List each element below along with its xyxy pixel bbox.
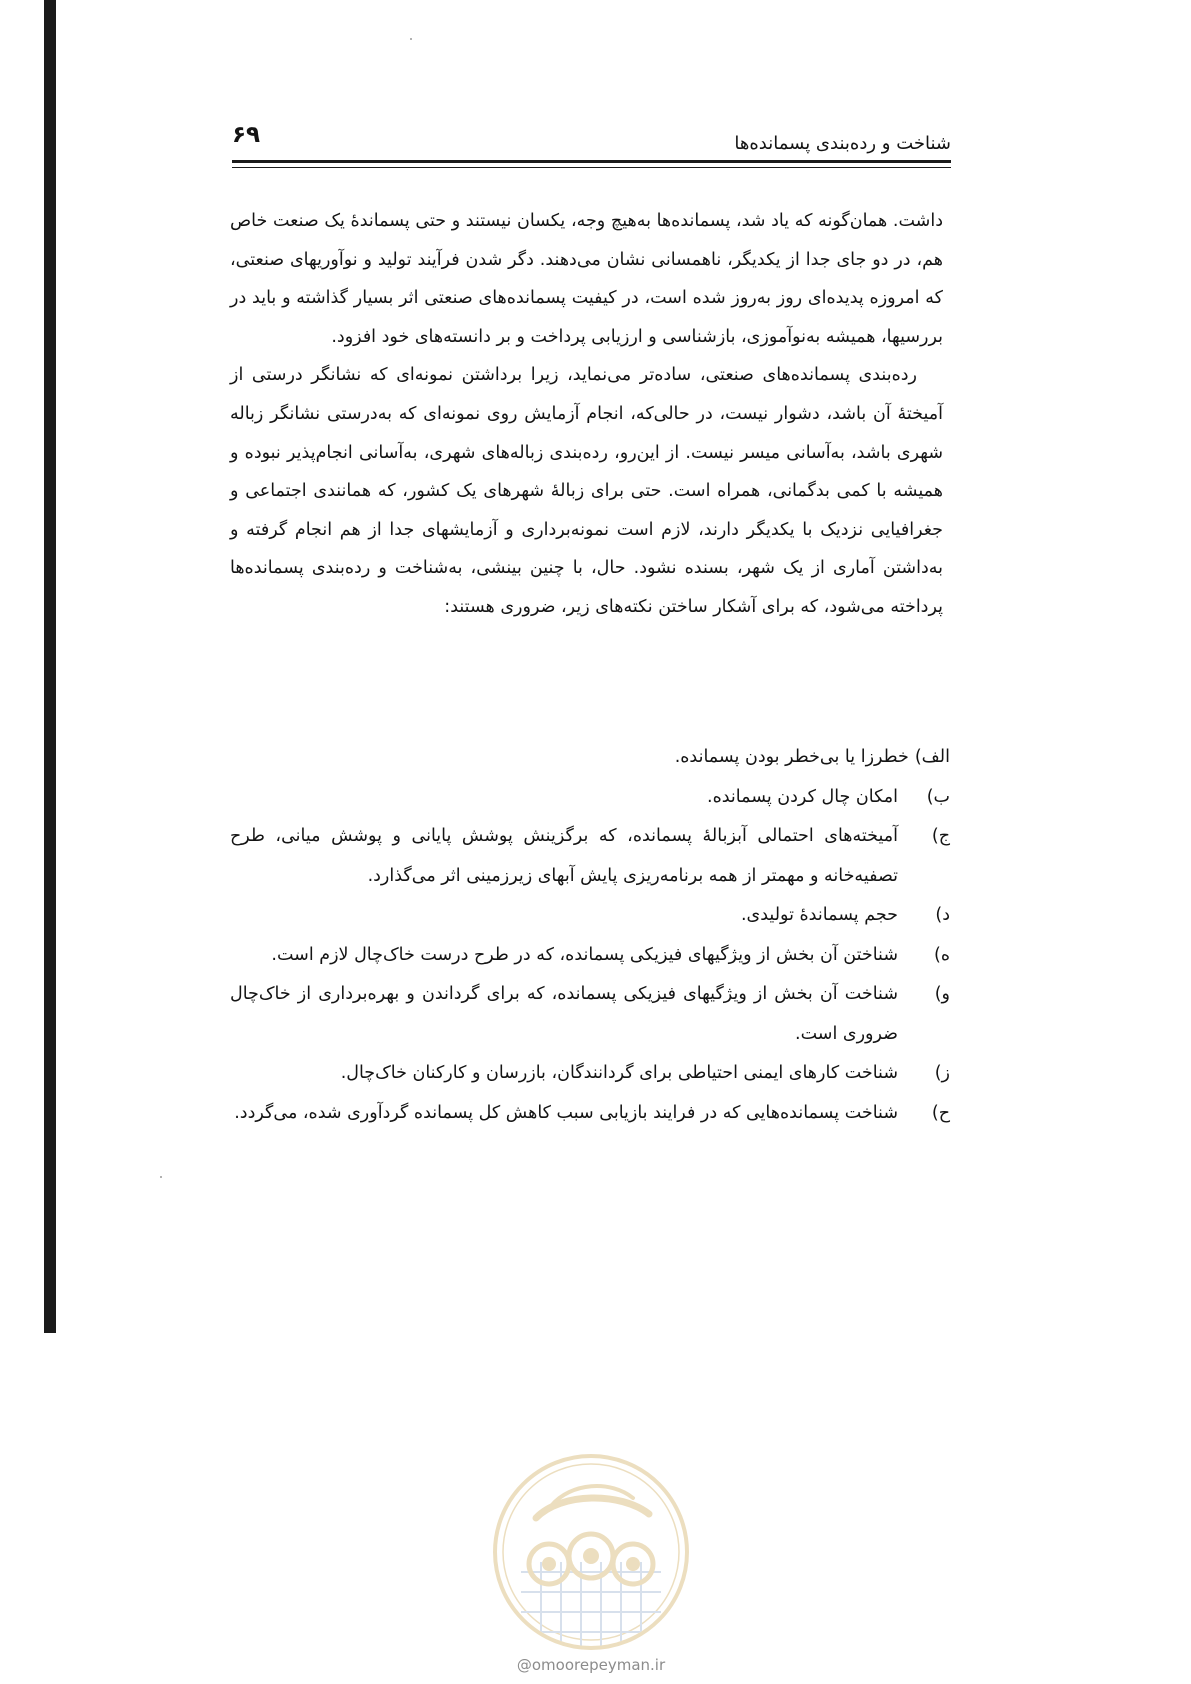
paragraph: داشت. همان‌گونه که یاد شد، پسمانده‌ها به‌هیچ وجه، یکسان نیستند و حتی پسماندهٔ یک صنعت خاص هم، در دو جای جدا از یکدیگر، ناهمسانی نشان می‌دهند. دگر شدن فرآیند تولید و نوآوریهای صنعتی، که امروزه پدیده‌ای روز به‌روز شده است، در کیفیت پسمانده‌های صنعتی اثر بسیار گذاشته و باید در بررسیها، همیشه به‌نوآموزی، بازشناسی و ارزیابی پرداخت و بر دانسته‌های خود افزود. bbox=[230, 211, 943, 347]
list-item bbox=[230, 817, 950, 896]
list-item-text: شناخت پسمانده‌هایی که در فرایند بازیابی سبب کاهش کل پسمانده گردآوری شده، می‌گردد. bbox=[234, 1102, 898, 1123]
list-item bbox=[230, 936, 950, 976]
scan-speck bbox=[160, 1176, 162, 1178]
list-item-text: امکان چال کردن پسمانده. bbox=[707, 786, 898, 807]
list-item-text: شناخت کارهای ایمنی احتیاطی برای گردانندگان، بازرسان و کارکنان خاک‌چال. bbox=[340, 1063, 898, 1083]
paragraph: رده‌بندی پسمانده‌های صنعتی، ساده‌تر می‌نماید، زیرا برداشتن نمونه‌ای که نشانگر درستی از آمیختهٔ آن باشد، دشوار نیست، در حالی‌که، انجام آزمایش روی نمونه‌ای که به‌درستی نشانگر زباله شهری باشد، به‌آسانی میسر نیست. از این‌رو، رده‌بندی زباله‌های شهری، به‌آسانی انجام‌پذیر نبوده و همیشه با کمی بدگمانی، همراه است. حتی برای زبالهٔ شهرهای یک کشور، که همانندی اجتماعی و جغرافیایی نزدیک با یکدیگر دارند، لازم است نمونه‌برداری و آزمایشهای جدا از هم انجام گرفته و به‌داشتن آماری از یک شهر، بسنده نشود. حال، با چنین بینشی، به‌شناخت و رده‌بندی پسمانده‌ها پرداخته می‌شود، که برای آشکار ساختن نکته‌های زیر، ضروری هستند: bbox=[230, 365, 943, 617]
list-item-text: شناخت آن بخش از ویژگیهای فیزیکی پسمانده، که برای گرداندن و بهره‌برداری از خاک‌چال ضروری است. bbox=[230, 984, 898, 1044]
list-marker: و) bbox=[934, 984, 950, 1004]
list-item bbox=[230, 896, 950, 936]
page-number: ۶۹ bbox=[232, 122, 261, 148]
header-rule-thin bbox=[232, 167, 951, 168]
list-item bbox=[230, 975, 950, 1054]
list-item bbox=[230, 738, 950, 778]
watermark-logo bbox=[491, 1452, 691, 1652]
list-marker: ز) bbox=[934, 1063, 950, 1083]
list-item-text: شناختن آن بخش از ویژگیهای فیزیکی پسمانده، که در طرح درست خاک‌چال لازم است. bbox=[271, 944, 898, 965]
site-footer: @omoorepeyman.ir bbox=[516, 1656, 666, 1674]
list-item bbox=[230, 1054, 950, 1094]
scan-speck bbox=[410, 38, 412, 40]
running-title: شناخت و رده‌بندی پسمانده‌ها bbox=[734, 133, 951, 154]
list-marker: ه) bbox=[934, 944, 950, 965]
list-item bbox=[230, 1094, 950, 1134]
list-marker: د) bbox=[935, 905, 950, 925]
list-item bbox=[230, 778, 950, 818]
list-item-text: حجم پسماندهٔ تولیدی. bbox=[740, 905, 898, 925]
list-marker: ح) bbox=[931, 1102, 950, 1123]
list-marker: ب) bbox=[926, 786, 950, 807]
scan-binding-edge bbox=[44, 0, 56, 1333]
criteria-list bbox=[230, 738, 950, 1133]
list-marker: الف) bbox=[914, 747, 950, 767]
list-item-text: آمیخته‌های احتمالی آبزبالهٔ پسمانده، که برگزینش پوشش پایانی و پوشش میانی، طرح تصفیه‌خانه و مهمتر از همه برنامه‌ریزی پایش آبهای زیرزمینی اثر می‌گذارد. bbox=[230, 826, 898, 886]
header-rule-thick bbox=[232, 160, 951, 163]
list-item-text: خطرزا یا بی‌خطر بودن پسمانده. bbox=[674, 747, 909, 767]
body-text bbox=[230, 202, 943, 627]
list-marker: ج) bbox=[931, 826, 950, 846]
